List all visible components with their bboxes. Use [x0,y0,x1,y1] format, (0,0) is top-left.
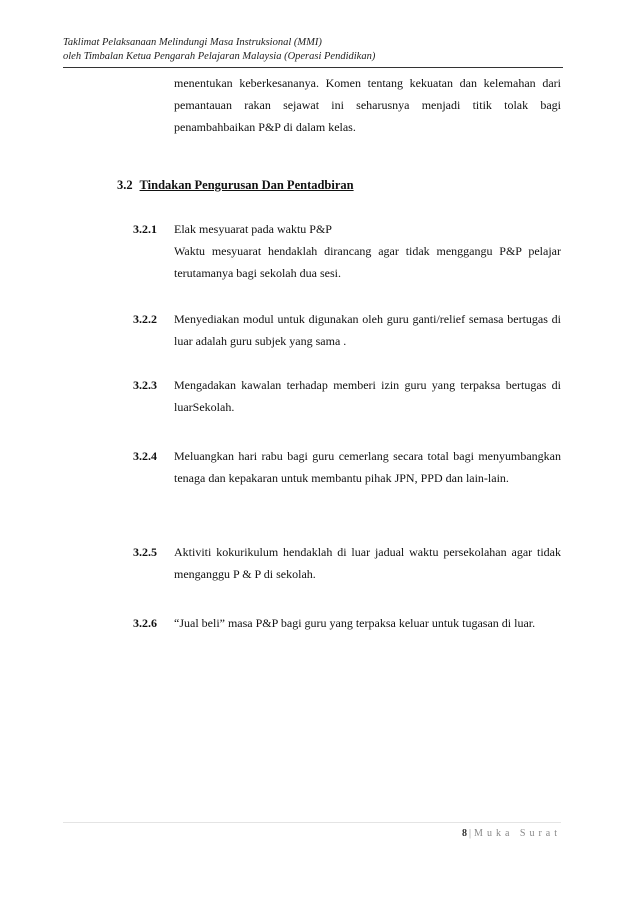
item-3-2-5 [133,541,561,585]
footer-label: Muka Surat [474,828,561,839]
item-line: Mengadakan kawalan terhadap memberi izin guru yang terpaksa bertugas di luarSekolah. [174,378,561,414]
footer-separator: | [469,828,472,839]
page-footer [462,828,561,839]
intro-paragraph: menentukan keberkesananya. Komen tentang kekuatan dan kelemahan dari pemantauan rakan sejawat ini seharusnya menjadi titik tolak bagi penambahbaikan P&P di dalam kelas. [174,76,561,134]
item-line: Waktu mesyuarat hendaklah dirancang agar tidak menggangu P&P pelajar terutamanya bagi sekolah dua sesi. [174,244,561,280]
section-heading [117,178,354,193]
page-number: 8 [462,828,468,839]
item-3-2-1 [133,218,561,284]
item-number: 3.2.1 [133,222,157,236]
section-number: 3.2 [117,178,133,192]
item-line: Menyediakan modul untuk digunakan oleh guru ganti/relief semasa bertugas di luar adalah guru subjek yang sama . [174,312,561,348]
footer-divider [63,822,561,823]
item-line: Meluangkan hari rabu bagi guru cemerlang secara total bagi menyumbangkan tenaga dan kepakaran untuk membantu pihak JPN, PPD dan lain-lain. [174,449,561,485]
item-line: Elak mesyuarat pada waktu P&P [174,222,332,236]
item-line: “Jual beli” masa P&P bagi guru yang terpaksa keluar untuk tugasan di luar. [174,616,536,630]
header-line-1: Taklimat Pelaksanaan Melindungi Masa Instruksional (MMI) [63,37,322,48]
item-3-2-6 [133,612,561,634]
item-3-2-2 [133,308,561,352]
item-number: 3.2.3 [133,378,157,392]
item-line: Aktiviti kokurikulum hendaklah di luar jadual waktu persekolahan agar tidak menganggu P & P di sekolah. [174,545,561,581]
item-number: 3.2.6 [133,616,157,630]
item-3-2-3 [133,374,561,418]
item-number: 3.2.5 [133,545,157,559]
header-line-2: oleh Timbalan Ketua Pengarah Pelajaran Malaysia (Operasi Pendidikan) [63,51,376,62]
page-header [63,36,563,68]
item-3-2-4 [133,445,561,489]
item-number: 3.2.2 [133,312,157,326]
item-number: 3.2.4 [133,449,157,463]
section-title: Tindakan Pengurusan Dan Pentadbiran [139,178,354,192]
